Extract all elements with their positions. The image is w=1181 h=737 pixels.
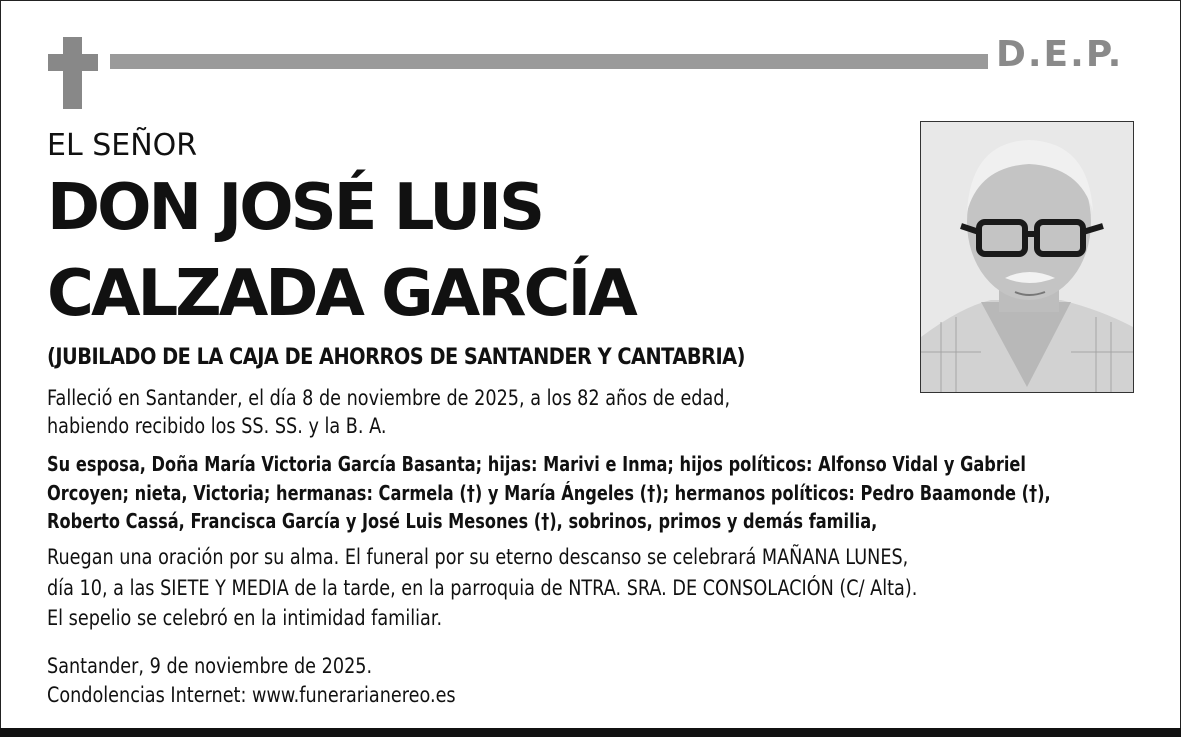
prayer-line: día 10, a las SIETE Y MEDIA de la tarde, en la parroquia de NTRA. SRA. DE CONSOLACIÓN (C/ Alta).	[47, 576, 918, 600]
prayer-line: El sepelio se celebró en la intimidad familiar.	[47, 606, 443, 630]
cross-icon-bar	[48, 54, 98, 71]
cross-icon	[63, 37, 82, 109]
family-line: Su esposa, Doña María Victoria García Basanta; hijas: Marivi e Inma; hijos políticos: Alfonso Vidal y Gabriel	[47, 452, 1026, 476]
deceased-name-line1: DON JOSÉ LUIS	[47, 171, 543, 245]
header-rule	[110, 54, 988, 69]
condolences-line: Condolencias Internet: www.funerarianereo.es	[47, 683, 456, 707]
portrait-photo	[920, 121, 1134, 393]
footer-rule	[0, 728, 1181, 737]
honorific: EL SEÑOR	[47, 128, 198, 163]
family-line: Orcoyen; nieta, Victoria; hermanas: Carmela (†) y María Ángeles (†); hermanos políticos: Pedro Baamonde (†),	[47, 481, 1051, 505]
deceased-name-line2: CALZADA GARCÍA	[47, 257, 635, 331]
prayer-line: Ruegan una oración por su alma. El funeral por su eterno descanso se celebrará MAÑANA LUNES,	[47, 545, 909, 569]
dep-label: D.E.P.	[996, 34, 1124, 75]
death-line: Falleció en Santander, el día 8 de noviembre de 2025, a los 82 años de edad,	[47, 386, 731, 410]
death-line: habiendo recibido los SS. SS. y la B. A.	[47, 414, 387, 438]
occupation: (JUBILADO DE LA CAJA DE AHORROS DE SANTANDER Y CANTABRIA)	[47, 344, 745, 370]
family-line: Roberto Cassá, Francisca García y José Luis Mesones (†), sobrinos, primos y demás familia,	[47, 509, 878, 533]
place-date: Santander, 9 de noviembre de 2025.	[47, 654, 373, 678]
